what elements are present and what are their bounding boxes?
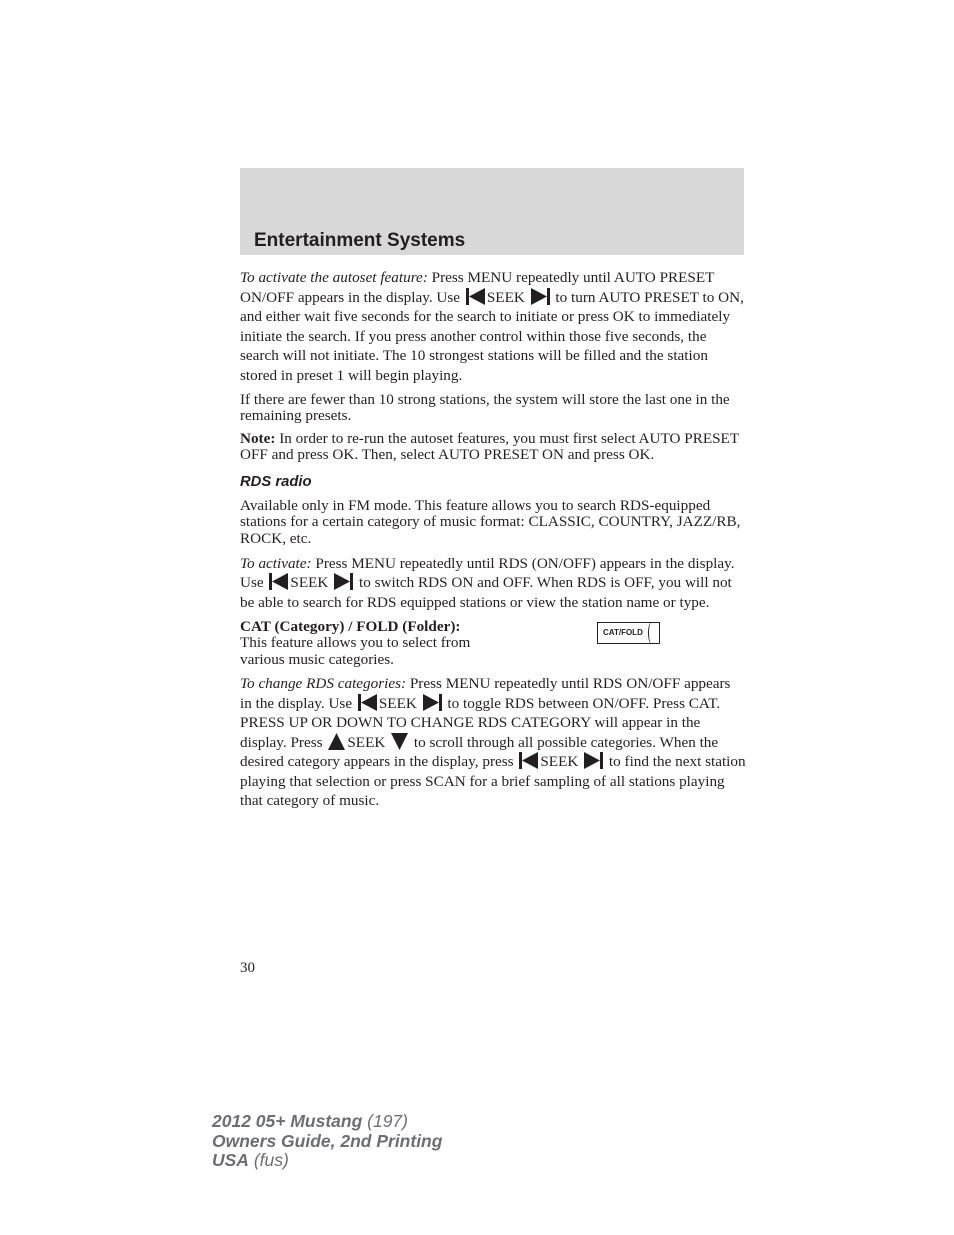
seek-up-icon (328, 733, 345, 750)
rds-activate-text-1: Press MENU repeatedly until RDS (ON/OFF) appears in the display. Use (240, 554, 735, 592)
change-lead: To change RDS categories: (240, 675, 407, 693)
seek-right-icon (334, 573, 353, 590)
fewer-stations-paragraph: If there are fewer than 10 strong stations, the system will store the last one in the remaining presets. (240, 390, 730, 424)
footer-model: 2012 05+ Mustang (212, 1111, 363, 1131)
note-text: In order to re-run the autoset features, you must first select AUTO PRESET OFF and press OK. Then, select AUTO PRESET ON and press OK. (240, 429, 739, 464)
autoset-paragraph (240, 268, 746, 385)
seek-label: SEEK (378, 694, 417, 712)
footer-line-1 (212, 1112, 442, 1132)
seek-label: SEEK (540, 753, 579, 771)
footer-model-code: (197) (362, 1111, 408, 1131)
change-categories-paragraph (240, 674, 746, 811)
change-text-1: Press MENU repeatedly until RDS ON/OFF appears in the display. Use (240, 675, 731, 712)
rds-activate-text-2: to switch RDS ON and OFF. When RDS is OFF, you will not be able to search for RDS equipped stations or view the station name or type. (240, 574, 732, 611)
footer (212, 1112, 442, 1171)
seek-right-icon (531, 288, 550, 305)
seek-left-icon (358, 694, 377, 711)
footer-market-code: (fus) (248, 1150, 289, 1170)
rds-heading: RDS radio (240, 473, 312, 490)
autoset-text-1: Press MENU repeatedly until AUTO PRESET ON/OFF appears in the display. Use (240, 269, 715, 306)
seek-down-icon (391, 733, 408, 750)
note-label: Note: (240, 429, 276, 447)
seek-label: SEEK (486, 288, 525, 306)
seek-label: SEEK (347, 733, 386, 751)
seek-left-icon (519, 752, 538, 769)
rds-intro: Available only in FM mode. This feature allows you to search RDS-equipped stations for a certain category of music format: CLASSIC, COUNTRY, JAZZ/RB, ROCK, etc. (240, 497, 741, 547)
section-header (240, 168, 744, 255)
change-text-3: to scroll through all possible categories. When the desired category appears in the display, press (240, 733, 719, 771)
seek-left-icon (466, 288, 485, 305)
autoset-lead: To activate the autoset feature: (240, 269, 428, 286)
cat-fold-button-label: CAT/FOLD (603, 627, 643, 637)
button-edge (648, 622, 654, 644)
rds-activate-paragraph (240, 554, 746, 613)
change-text-4: to find the next station playing that selection or press SCAN for a brief sampling of all stations playing that category of music. (240, 753, 746, 810)
rds-activate-lead: To activate: (240, 554, 312, 572)
footer-line-2: Owners Guide, 2nd Printing (212, 1130, 443, 1151)
cat-fold-section (240, 619, 746, 668)
seek-left-icon (269, 573, 288, 590)
seek-right-icon (584, 752, 603, 769)
cat-fold-text: This feature allows you to select from various music categories. (240, 634, 471, 668)
change-text-2: to toggle RDS between ON/OFF. Press CAT. PRESS UP OR DOWN TO CHANGE RDS CATEGORY will appear in the display. Press (240, 694, 721, 751)
page-content (240, 268, 746, 817)
autoset-text-2: to turn AUTO PRESET to ON, and either wait five seconds for the search to initiate or press OK to immediately initiate the search. If you press another control within those five seconds, the search will not initiate. The 10 strongest stations will be filled and the station stored in preset 1 will begin playing. (240, 288, 744, 384)
page-number: 30 (240, 960, 255, 976)
note-paragraph (240, 431, 746, 464)
cat-fold-label: CAT (Category) / FOLD (Folder): (240, 617, 461, 635)
footer-line-3 (212, 1151, 442, 1171)
section-title: Entertainment Systems (254, 230, 466, 251)
cat-fold-button[interactable] (597, 622, 660, 644)
footer-market: USA (212, 1150, 249, 1170)
cat-fold-paragraph (240, 619, 485, 668)
seek-label: SEEK (290, 574, 329, 592)
seek-right-icon (423, 694, 442, 711)
